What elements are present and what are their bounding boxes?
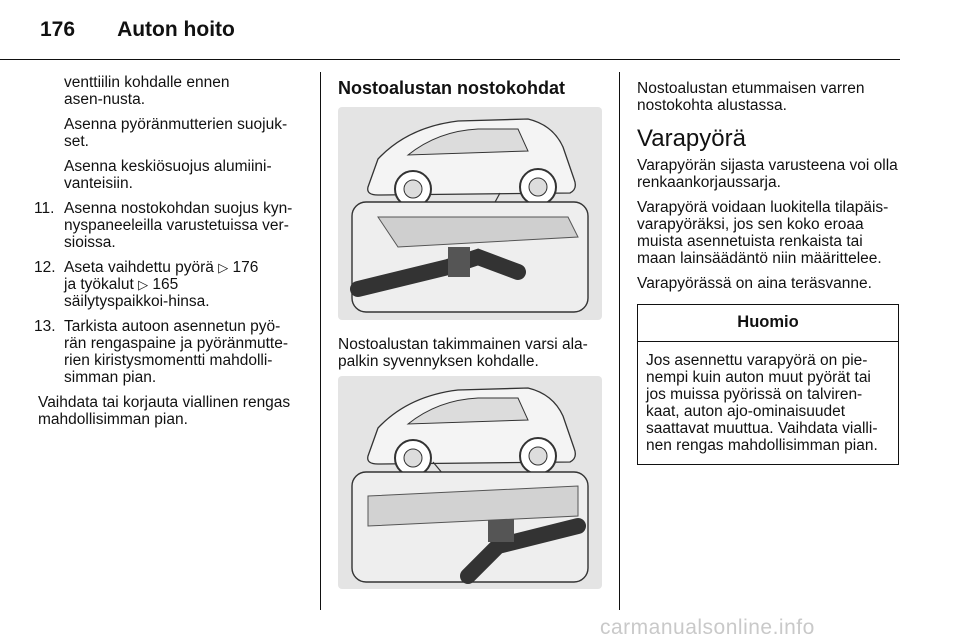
left-column — [34, 74, 306, 436]
continuation-text: venttiilin kohdalle ennen asen-nusta. — [64, 74, 230, 108]
paragraph: Varapyörässä on aina teräsvanne. — [637, 275, 872, 292]
watermark: carmanualsonline.info — [600, 616, 815, 639]
header-rule — [0, 59, 900, 60]
page-reference[interactable]: 165 säilytyspaikkoi-hinsa. — [64, 276, 210, 310]
list-item — [34, 318, 302, 386]
step-b-text: Asenna keskiösuojus alumiini-vanteisiin. — [64, 158, 272, 192]
page-reference[interactable]: 176 ja työkalut — [64, 259, 259, 293]
reference-arrow-icon[interactable]: ▷ — [138, 277, 149, 292]
item-number: 13. — [34, 318, 56, 335]
page-header — [40, 18, 235, 42]
note-title: Huomio — [638, 305, 898, 342]
item-text: Aseta vaihdettu pyörä — [64, 259, 219, 276]
middle-column — [338, 80, 604, 109]
page-number: 176 — [40, 18, 76, 41]
item-number: 11. — [34, 200, 55, 217]
paragraph: Varapyörä voidaan luokitella tilapäis-varapyöräksi, jos sen koko eroaa muista asennetuista renkaista tai maan lainsäädäntö niin määrittelee. — [637, 199, 889, 267]
middle-caption-block — [338, 336, 604, 378]
section-heading: Nostoalustan nostokohdat — [338, 78, 566, 98]
column-divider-right — [619, 72, 620, 610]
item-text: Tarkista autoon asennetun pyö-rän rengaspaine ja pyöränmutte-rien kiristysmomentti mahdolli-simman pian. — [64, 318, 289, 386]
step-a-text: Asenna pyöränmutterien suojuk-set. — [64, 116, 288, 150]
section-heading: Varapyörä — [637, 125, 746, 152]
car-lift-illustration-front — [338, 376, 602, 589]
column-divider-left — [320, 72, 321, 610]
list-item — [34, 200, 302, 251]
note-body: Jos asennettu varapyörä on pie-nempi kuin auton muut pyörät tai jos muissa pyörissä on talviren-kaat, auton ajo-ominaisuudet saattavat muuttua. Vaihdata vialli-nen rengas mahdollisimman pian. — [646, 352, 878, 454]
paragraph: Varapyörän sijasta varusteena voi olla renkaankorjaussarja. — [637, 157, 898, 191]
car-lift-illustration-rear — [338, 107, 602, 320]
note-box — [637, 304, 899, 465]
item-text: Asenna nostokohdan suojus kyn-nyspaneeleilla varustetuissa ver-sioissa. — [64, 200, 293, 251]
page-title: Auton hoito — [117, 18, 235, 41]
item-number: 12. — [34, 259, 56, 276]
list-item — [34, 259, 264, 310]
final-paragraph: Vaihdata tai korjauta viallinen rengas mahdollisimman pian. — [38, 394, 291, 428]
figure-caption: Nostoalustan takimmainen varsi ala-palkin syvennyksen kohdalle. — [338, 336, 588, 370]
right-column — [637, 80, 899, 465]
reference-arrow-icon[interactable]: ▷ — [218, 260, 229, 275]
intro-paragraph: Nostoalustan etummaisen varren nostokohta alustassa. — [637, 80, 865, 114]
